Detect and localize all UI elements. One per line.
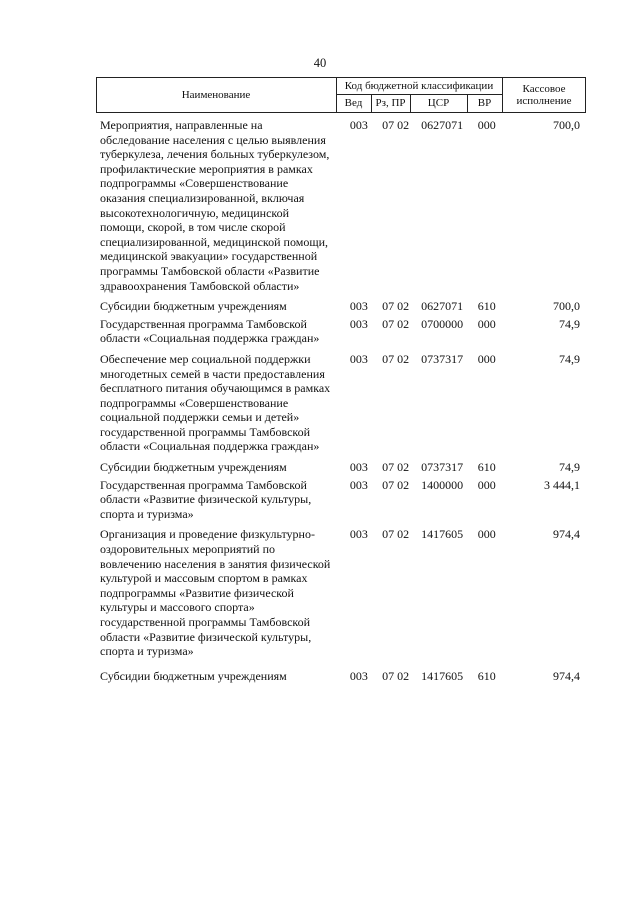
row-csr: 1417605	[421, 527, 464, 542]
row-rz-pr: 07 02	[382, 351, 410, 366]
row-vr: 000	[477, 118, 496, 132]
row-csr: 1400000	[421, 477, 464, 492]
row-amount: 74,9	[559, 316, 581, 331]
row-name: Государственная программа Тамбовской области «Развитие физической культуры, спорта и туризма»	[100, 477, 312, 521]
table-row	[96, 317, 586, 346]
row-rz-pr: 07 02	[382, 477, 410, 492]
row-rz-pr: 07 02	[382, 460, 410, 475]
header-ved: Вед	[344, 97, 363, 109]
header-csr: ЦСР	[427, 97, 450, 109]
table-header	[96, 77, 586, 113]
row-name: Организация и проведение физкультурно-оздоровительных мероприятий по вовлечению населения в занятия физической культурой и массовым спортом в рамках подпрограммы «Развитие физической культуры и массового спорта» государственной программы Тамбовской области «Развитие физической культуры, спорта и туризма»	[100, 527, 331, 659]
row-ved: 003	[349, 460, 368, 475]
row-amount: 974,4	[553, 668, 581, 683]
row-csr: 0627071	[421, 118, 464, 132]
row-csr: 0737317	[421, 351, 464, 366]
row-vr: 000	[477, 477, 496, 492]
header-code-group: Код бюджетной классификации	[344, 79, 494, 92]
table-body	[96, 118, 586, 683]
header-rz-pr: Рз, ПР	[375, 97, 406, 109]
row-name: Субсидии бюджетным учреждениям	[100, 460, 287, 475]
row-ved: 003	[349, 118, 368, 132]
row-amount: 700,0	[553, 118, 581, 132]
table-row	[96, 299, 586, 314]
row-ved: 003	[349, 668, 368, 683]
row-name: Обеспечение мер социальной поддержки многодетных семей в части предоставления бесплатного питания обучающимся в рамках подпрограммы «Совершенствование социальной поддержки семьи и детей» государственной программы Тамбовской области «Социальная поддержка граждан»	[100, 351, 331, 454]
table-row	[96, 478, 586, 522]
row-amount: 3 444,1	[544, 477, 581, 492]
header-amount: Кассовое исполнение	[516, 83, 572, 107]
row-rz-pr: 07 02	[382, 299, 410, 314]
row-vr: 610	[477, 299, 496, 314]
row-rz-pr: 07 02	[382, 118, 410, 132]
table-row	[96, 527, 586, 658]
row-ved: 003	[349, 527, 368, 542]
row-csr: 0700000	[421, 316, 464, 331]
row-amount: 700,0	[553, 299, 581, 314]
row-name: Субсидии бюджетным учреждениям	[100, 668, 287, 683]
table-row	[96, 352, 586, 454]
row-rz-pr: 07 02	[382, 316, 410, 331]
row-csr: 0627071	[421, 299, 464, 314]
row-amount: 74,9	[559, 460, 581, 475]
row-vr: 610	[477, 460, 496, 475]
row-csr: 0737317	[421, 460, 464, 475]
table-row	[96, 669, 586, 684]
table-row	[96, 118, 586, 293]
row-ved: 003	[349, 477, 368, 492]
header-vr: ВР	[477, 97, 492, 109]
row-csr: 1417605	[421, 668, 464, 683]
row-ved: 003	[349, 351, 368, 366]
row-rz-pr: 07 02	[382, 527, 410, 542]
table-row	[96, 460, 586, 475]
row-amount: 974,4	[553, 527, 581, 542]
header-name: Наименование	[181, 89, 251, 101]
row-amount: 74,9	[559, 351, 581, 366]
row-ved: 003	[349, 299, 368, 314]
row-vr: 000	[477, 527, 496, 542]
row-vr: 610	[477, 668, 496, 683]
row-name: Мероприятия, направленные на обследование населения с целью выявления туберкулеза, лечения больных туберкулезом, профилактические мероприятия в рамках подпрограммы «Совершенствование оказания специализированной, включая высокотехнологичную, медицинской помощи, скорой, в том числе скорой специализированной, медицинской помощи, медицинской эвакуации» государственной программы Тамбовской области «Развитие здравоохранения Тамбовской области»	[100, 118, 330, 293]
row-rz-pr: 07 02	[382, 668, 410, 683]
row-name: Субсидии бюджетным учреждениям	[100, 299, 287, 314]
row-name: Государственная программа Тамбовской области «Социальная поддержка граждан»	[100, 316, 320, 346]
page-number: 40	[313, 56, 327, 70]
row-ved: 003	[349, 316, 368, 331]
row-vr: 000	[477, 316, 496, 331]
row-vr: 000	[477, 351, 496, 366]
